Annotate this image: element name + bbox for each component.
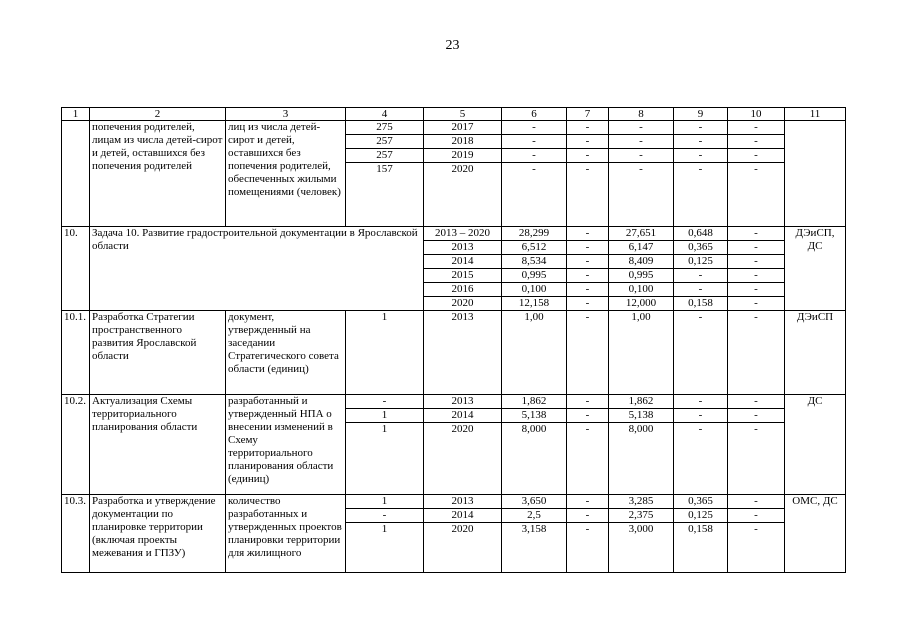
funding-local: -: [674, 283, 728, 297]
funding-other: -: [728, 121, 785, 135]
funding-local: -: [674, 311, 728, 395]
funding-local: -: [674, 135, 728, 149]
executor-cell: ДС: [785, 395, 846, 495]
funding-local: 0,648: [674, 227, 728, 241]
funding-total: -: [502, 149, 567, 163]
funding-local: -: [674, 409, 728, 423]
funding-federal: -: [567, 149, 609, 163]
funding-regional: 6,147: [609, 241, 674, 255]
indicator-value: 275: [346, 121, 424, 135]
funding-federal: -: [567, 311, 609, 395]
indicator-value: -: [346, 509, 424, 523]
indicator-value: 1: [346, 523, 424, 573]
funding-other: -: [728, 269, 785, 283]
executor-cell: ДЭиСП, ДС: [785, 227, 846, 311]
funding-federal: -: [567, 283, 609, 297]
measure-name-cell: Актуализация Схемы территориального планирования области: [90, 395, 226, 495]
funding-federal: -: [567, 227, 609, 241]
year-cell: 2016: [424, 283, 502, 297]
funding-federal: -: [567, 395, 609, 409]
funding-other: -: [728, 163, 785, 227]
funding-total: 1,00: [502, 311, 567, 395]
funding-regional: 12,000: [609, 297, 674, 311]
funding-regional: 8,409: [609, 255, 674, 269]
indicator-value: 157: [346, 163, 424, 227]
executor-cell: ОМС, ДС: [785, 495, 846, 573]
program-table: [61, 107, 846, 573]
funding-regional: -: [609, 163, 674, 227]
year-cell: 2014: [424, 409, 502, 423]
indicator-value: 1: [346, 311, 424, 395]
measure-name-cell: Разработка и утверждение документации по планировке территории (включая проекты межевания и ГПЗУ): [90, 495, 226, 573]
funding-total: 12,158: [502, 297, 567, 311]
funding-local: -: [674, 163, 728, 227]
indicator-name-cell: лиц из числа детей-сирот и детей, оставшихся без попечения родителей, обеспеченных жилыми помещениями (человек): [226, 121, 346, 227]
year-cell: 2013: [424, 311, 502, 395]
funding-federal: -: [567, 135, 609, 149]
funding-regional: 0,995: [609, 269, 674, 283]
row-number-cell: 10.3.: [62, 495, 90, 573]
executor-cell: ДЭиСП: [785, 311, 846, 395]
funding-other: -: [728, 297, 785, 311]
funding-local: 0,365: [674, 241, 728, 255]
funding-federal: -: [567, 523, 609, 573]
funding-regional: 5,138: [609, 409, 674, 423]
funding-regional: 3,285: [609, 495, 674, 509]
funding-regional: 27,651: [609, 227, 674, 241]
funding-other: -: [728, 227, 785, 241]
funding-regional: -: [609, 149, 674, 163]
indicator-value: 257: [346, 135, 424, 149]
year-cell: 2013: [424, 395, 502, 409]
task-title-cell: Задача 10. Развитие градостроительной документации в Ярославской области: [90, 227, 424, 311]
funding-total: 0,995: [502, 269, 567, 283]
year-cell: 2013 – 2020: [424, 227, 502, 241]
funding-total: 1,862: [502, 395, 567, 409]
funding-total: -: [502, 135, 567, 149]
row-number-cell: 10.1.: [62, 311, 90, 395]
funding-total: -: [502, 163, 567, 227]
funding-regional: 3,000: [609, 523, 674, 573]
funding-federal: -: [567, 297, 609, 311]
funding-other: -: [728, 255, 785, 269]
indicator-value: 257: [346, 149, 424, 163]
year-cell: 2019: [424, 149, 502, 163]
column-number: 2: [90, 108, 226, 121]
funding-federal: -: [567, 241, 609, 255]
funding-local: -: [674, 395, 728, 409]
funding-other: -: [728, 495, 785, 509]
funding-regional: 2,375: [609, 509, 674, 523]
funding-local: -: [674, 269, 728, 283]
indicator-name-cell: количество разработанных и утвержденных проектов планировки территории для жилищного: [226, 495, 346, 573]
year-cell: 2015: [424, 269, 502, 283]
row-number-cell: [62, 121, 90, 227]
funding-federal: -: [567, 163, 609, 227]
indicator-value: 1: [346, 495, 424, 509]
year-cell: 2020: [424, 523, 502, 573]
year-cell: 2013: [424, 495, 502, 509]
row-number-cell: 10.2.: [62, 395, 90, 495]
indicator-name-cell: разработанный и утвержденный НПА о внесении изменений в Схему территориального планирования области (единиц): [226, 395, 346, 495]
column-number: 1: [62, 108, 90, 121]
funding-local: -: [674, 121, 728, 135]
measure-name-cell: попечения родителей, лицам из числа детей-сирот и детей, оставшихся без попечения родителей: [90, 121, 226, 227]
column-number: 4: [346, 108, 424, 121]
funding-total: 3,650: [502, 495, 567, 509]
table-row: [62, 495, 846, 509]
funding-regional: -: [609, 121, 674, 135]
funding-other: -: [728, 311, 785, 395]
funding-local: 0,158: [674, 297, 728, 311]
executor-cell: [785, 121, 846, 227]
column-number: 3: [226, 108, 346, 121]
year-cell: 2013: [424, 241, 502, 255]
funding-other: -: [728, 409, 785, 423]
row-number-cell: 10.: [62, 227, 90, 311]
funding-local: -: [674, 149, 728, 163]
funding-local: 0,125: [674, 255, 728, 269]
column-number: 5: [424, 108, 502, 121]
funding-other: -: [728, 283, 785, 297]
page-number: 23: [445, 38, 460, 53]
funding-other: -: [728, 395, 785, 409]
funding-local: -: [674, 423, 728, 495]
year-cell: 2020: [424, 423, 502, 495]
funding-other: -: [728, 523, 785, 573]
column-number-row: [62, 108, 846, 121]
funding-total: 28,299: [502, 227, 567, 241]
funding-total: 8,000: [502, 423, 567, 495]
year-cell: 2020: [424, 297, 502, 311]
funding-federal: -: [567, 409, 609, 423]
indicator-value: -: [346, 395, 424, 409]
indicator-name-cell: документ, утвержденный на заседании Стратегического совета области (единиц): [226, 311, 346, 395]
year-cell: 2014: [424, 509, 502, 523]
funding-total: 3,158: [502, 523, 567, 573]
funding-total: -: [502, 121, 567, 135]
year-cell: 2020: [424, 163, 502, 227]
indicator-value: 1: [346, 409, 424, 423]
funding-total: 6,512: [502, 241, 567, 255]
funding-regional: -: [609, 135, 674, 149]
funding-regional: 1,00: [609, 311, 674, 395]
funding-other: -: [728, 135, 785, 149]
column-number: 6: [502, 108, 567, 121]
table-row: [62, 311, 846, 395]
measure-name-cell: Разработка Стратегии пространственного развития Ярославской области: [90, 311, 226, 395]
funding-regional: 0,100: [609, 283, 674, 297]
funding-other: -: [728, 149, 785, 163]
column-number: 9: [674, 108, 728, 121]
table-row: [62, 121, 846, 135]
year-cell: 2014: [424, 255, 502, 269]
funding-total: 0,100: [502, 283, 567, 297]
funding-federal: -: [567, 121, 609, 135]
funding-federal: -: [567, 255, 609, 269]
funding-total: 5,138: [502, 409, 567, 423]
funding-local: 0,158: [674, 523, 728, 573]
funding-federal: -: [567, 423, 609, 495]
column-number: 11: [785, 108, 846, 121]
year-cell: 2018: [424, 135, 502, 149]
year-cell: 2017: [424, 121, 502, 135]
column-number: 7: [567, 108, 609, 121]
funding-local: 0,365: [674, 495, 728, 509]
funding-federal: -: [567, 495, 609, 509]
table-row: [62, 227, 846, 241]
funding-regional: 1,862: [609, 395, 674, 409]
funding-federal: -: [567, 509, 609, 523]
column-number: 10: [728, 108, 785, 121]
funding-total: 2,5: [502, 509, 567, 523]
column-number: 8: [609, 108, 674, 121]
funding-regional: 8,000: [609, 423, 674, 495]
funding-other: -: [728, 509, 785, 523]
funding-local: 0,125: [674, 509, 728, 523]
funding-other: -: [728, 241, 785, 255]
indicator-value: 1: [346, 423, 424, 495]
table-row: [62, 395, 846, 409]
funding-federal: -: [567, 269, 609, 283]
funding-other: -: [728, 423, 785, 495]
funding-total: 8,534: [502, 255, 567, 269]
